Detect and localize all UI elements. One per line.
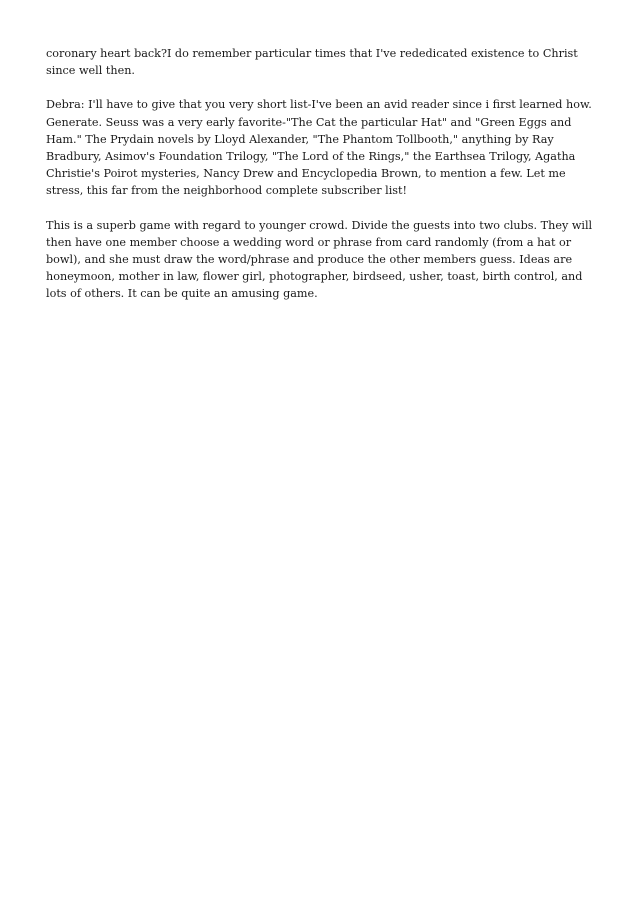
paragraph-3: This is a superb game with regard to younger crowd. Divide the guests into two clubs. They will then have one member choose a wedding word or phrase from card randomly (from a hat or bowl), and she must draw the word/phrase and produce the other members guess. Ideas are honeymoon, mother in law, flower girl, photographer, birdseed, usher, toast, birth control, and lots of others. It can be quite an amusing game. bbox=[46, 218, 593, 301]
paragraph-2: Debra: I'll have to give that you very short list-I've been an avid reader since i first learned how. Generate. Seuss was a very early favorite-"The Cat the particular Hat" and "Green Eggs and Ham." The Prydain novels by Lloyd Alexander, "The Phantom Tollbooth," anything by Ray Bradbury, Asimov's Foundation Trilogy, "The Lord of the Rings," the Earthsea Trilogy, Agatha Christie's Poirot mysteries, Nancy Drew and Encyclopedia Brown, to mention a few. Let me stress, this far from the neighborhood complete subscriber list! bbox=[46, 98, 592, 198]
paragraph-1: coronary heart back?I do remember particular times that I've rededicated existence to Christ since well then. bbox=[46, 47, 578, 78]
document-page bbox=[46, 45, 594, 320]
